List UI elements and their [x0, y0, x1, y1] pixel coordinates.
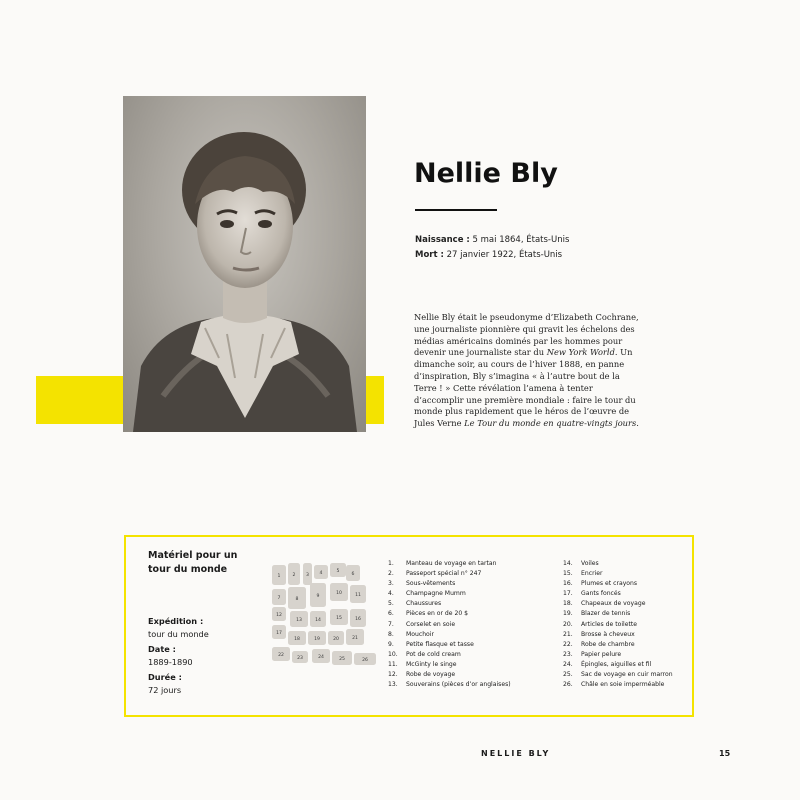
item-silhouette-number: 6 [351, 572, 355, 577]
death-label: Mort : [415, 250, 444, 260]
list-item-number: 5. [388, 600, 394, 608]
item-silhouette-number: 12 [276, 613, 282, 618]
list-item-number: 12. [388, 671, 398, 679]
item-silhouette-number: 11 [355, 593, 361, 598]
biography [414, 312, 642, 430]
list-item-number: 22. [563, 640, 573, 648]
list-item [563, 579, 673, 589]
bio-text-2: . Un dimanche soir, au cours de l’hiver 1888, en panne d’inspiration, Bly s’imagina « à l’autre bout de la Terre ! » Cette révélation l’amena à tenter d’accomplir une première mondiale : faire le tour du monde plus rapidement que le héros de l’œuvre de Jules Verne [414, 347, 636, 429]
list-item-label: Plumes et crayons [581, 580, 638, 588]
list-item-label: Mouchoir [406, 630, 434, 638]
bio-text-3: . [636, 418, 639, 429]
list-item-label: Souverains (pièces d’or anglaises) [406, 681, 511, 689]
list-item [563, 599, 673, 609]
list-item-number: 13. [388, 681, 398, 689]
item-silhouette-number: 20 [333, 637, 339, 642]
list-item [563, 609, 673, 619]
list-item-label: Brosse à cheveux [581, 630, 635, 638]
birth-label: Naissance : [415, 235, 470, 245]
list-item-label: Sac de voyage en cuir marron [581, 671, 673, 679]
list-item [563, 660, 673, 670]
item-silhouette-number: 23 [297, 656, 303, 661]
list-item-number: 6. [388, 610, 394, 618]
footer-section-name: NELLIE BLY [481, 749, 551, 758]
date-label: Date : [148, 644, 176, 654]
equipment-box [124, 535, 694, 717]
list-item [388, 640, 511, 650]
list-item-number: 21. [563, 630, 573, 638]
bio-book-title: Le Tour du monde en quatre-vingts jours [464, 418, 637, 429]
item-silhouette-number: 8 [295, 597, 299, 602]
list-item [388, 589, 511, 599]
item-silhouette-number: 19 [314, 637, 320, 642]
list-item [563, 640, 673, 650]
list-item [388, 670, 511, 680]
list-item-number: 20. [563, 620, 573, 628]
list-item-number: 10. [388, 650, 398, 658]
list-item-number: 17. [563, 590, 573, 598]
list-item-number: 8. [388, 630, 394, 638]
item-silhouette-number: 16 [355, 617, 361, 622]
list-item-number: 3. [388, 580, 394, 588]
portrait-photo [123, 96, 366, 432]
list-item [388, 559, 511, 569]
list-item-label: Voiles [581, 560, 599, 567]
list-item-number: 14. [563, 560, 573, 567]
item-silhouette-number: 22 [278, 653, 284, 658]
death-value: 27 janvier 1922, États-Unis [446, 250, 563, 260]
duration-value: 72 jours [148, 684, 182, 695]
list-item [388, 599, 511, 609]
list-item [388, 660, 511, 670]
list-item-label: Passeport spécial n° 247 [406, 570, 482, 578]
item-silhouette-number: 3 [306, 573, 309, 578]
list-item [563, 630, 673, 640]
list-item [563, 589, 673, 599]
list-item-label: Blazer de tennis [581, 610, 631, 618]
list-item-label: Sous-vêtements [406, 580, 456, 588]
list-item [563, 670, 673, 680]
item-silhouette-number: 1 [277, 574, 281, 579]
list-item-number: 24. [563, 660, 573, 668]
item-silhouette-number: 5 [336, 569, 340, 574]
equipment-title: Matériel pour un tour du monde [148, 550, 238, 575]
item-silhouette-number: 9 [316, 594, 320, 599]
list-item-label: Châle en soie imperméable [581, 681, 665, 689]
list-item [388, 579, 511, 589]
items-list-col1 [388, 559, 511, 690]
list-item [388, 609, 511, 619]
item-silhouette-number: 2 [292, 573, 296, 578]
date-value: 1889-1890 [148, 656, 193, 667]
bio-newspaper: New York World [546, 347, 615, 358]
list-item-number: 23. [563, 650, 573, 658]
list-item-label: Champagne Mumm [406, 590, 466, 598]
list-item-label: McGinty le singe [406, 660, 457, 668]
list-item-number: 16. [563, 580, 573, 588]
list-item-number: 25. [563, 671, 573, 679]
items-list-col2 [563, 559, 673, 690]
item-silhouette-number: 21 [352, 636, 358, 641]
list-item-label: Papier pelure [581, 650, 622, 658]
list-item [563, 569, 673, 579]
list-item-label: Robe de voyage [406, 671, 456, 679]
list-item-number: 19. [563, 610, 573, 618]
list-item-label: Corselet en soie [406, 620, 456, 628]
list-item-label: Chapeaux de voyage [581, 600, 646, 608]
list-item [563, 650, 673, 660]
list-item-number: 9. [388, 640, 394, 648]
list-item-label: Manteau de voyage en tartan [406, 560, 497, 567]
list-item-label: Pièces en or de 20 $ [406, 610, 469, 618]
list-item-number: 18. [563, 600, 573, 608]
list-item-number: 4. [388, 590, 394, 598]
list-item-label: Encrier [581, 570, 603, 578]
item-silhouette-number: 7 [277, 596, 281, 601]
expedition-label: Expédition : [148, 616, 204, 626]
item-silhouette-number: 18 [294, 637, 300, 642]
title-divider [415, 209, 497, 211]
list-item-label: Gants foncés [581, 590, 621, 598]
item-silhouette-number: 10 [336, 591, 342, 596]
item-silhouette-number: 24 [318, 655, 324, 660]
item-silhouette-number: 25 [339, 657, 345, 662]
item-silhouette-number: 15 [336, 616, 342, 621]
list-item-label: Petite flasque et tasse [406, 640, 474, 648]
item-silhouette-number: 26 [362, 658, 368, 663]
birth-row [415, 233, 569, 248]
duration-label: Durée : [148, 672, 182, 682]
list-item [388, 569, 511, 579]
list-item-label: Articles de toilette [581, 620, 637, 628]
expedition-value: tour du monde [148, 628, 209, 639]
list-item-number: 15. [563, 570, 573, 578]
death-row [415, 248, 569, 263]
bio-text-1: Nellie Bly était le pseudonyme d’Elizabeth Cochrane, une journaliste pionnière qui gravit les échelons des médias américains dominés par les hommes pour devenir une journaliste star du [414, 312, 639, 358]
item-silhouette-number: 17 [276, 631, 282, 636]
list-item [388, 620, 511, 630]
list-item [563, 680, 673, 690]
list-item [388, 630, 511, 640]
birth-value: 5 mai 1864, États-Unis [472, 235, 570, 245]
list-item [388, 680, 511, 690]
list-item [563, 559, 673, 569]
list-item [388, 650, 511, 660]
profile-facts [415, 233, 569, 263]
list-item-label: Robe de chambre [581, 640, 635, 648]
list-item-number: 7. [388, 620, 394, 628]
page-title: Nellie Bly [414, 158, 558, 189]
item-silhouette-number: 4 [319, 571, 323, 576]
list-item-number: 1. [388, 560, 394, 567]
item-silhouette-number: 13 [296, 618, 302, 623]
list-item-label: Chaussures [406, 600, 442, 608]
list-item [563, 620, 673, 630]
page-number: 15 [719, 749, 731, 758]
list-item-number: 26. [563, 681, 573, 689]
list-item-number: 2. [388, 570, 394, 578]
expedition-meta [148, 615, 209, 699]
list-item-label: Pot de cold cream [406, 650, 461, 658]
list-item-number: 11. [388, 660, 398, 668]
list-item-label: Épingles, aiguilles et fil [581, 660, 652, 668]
items-illustration [270, 559, 388, 691]
item-silhouette-number: 14 [315, 618, 321, 623]
